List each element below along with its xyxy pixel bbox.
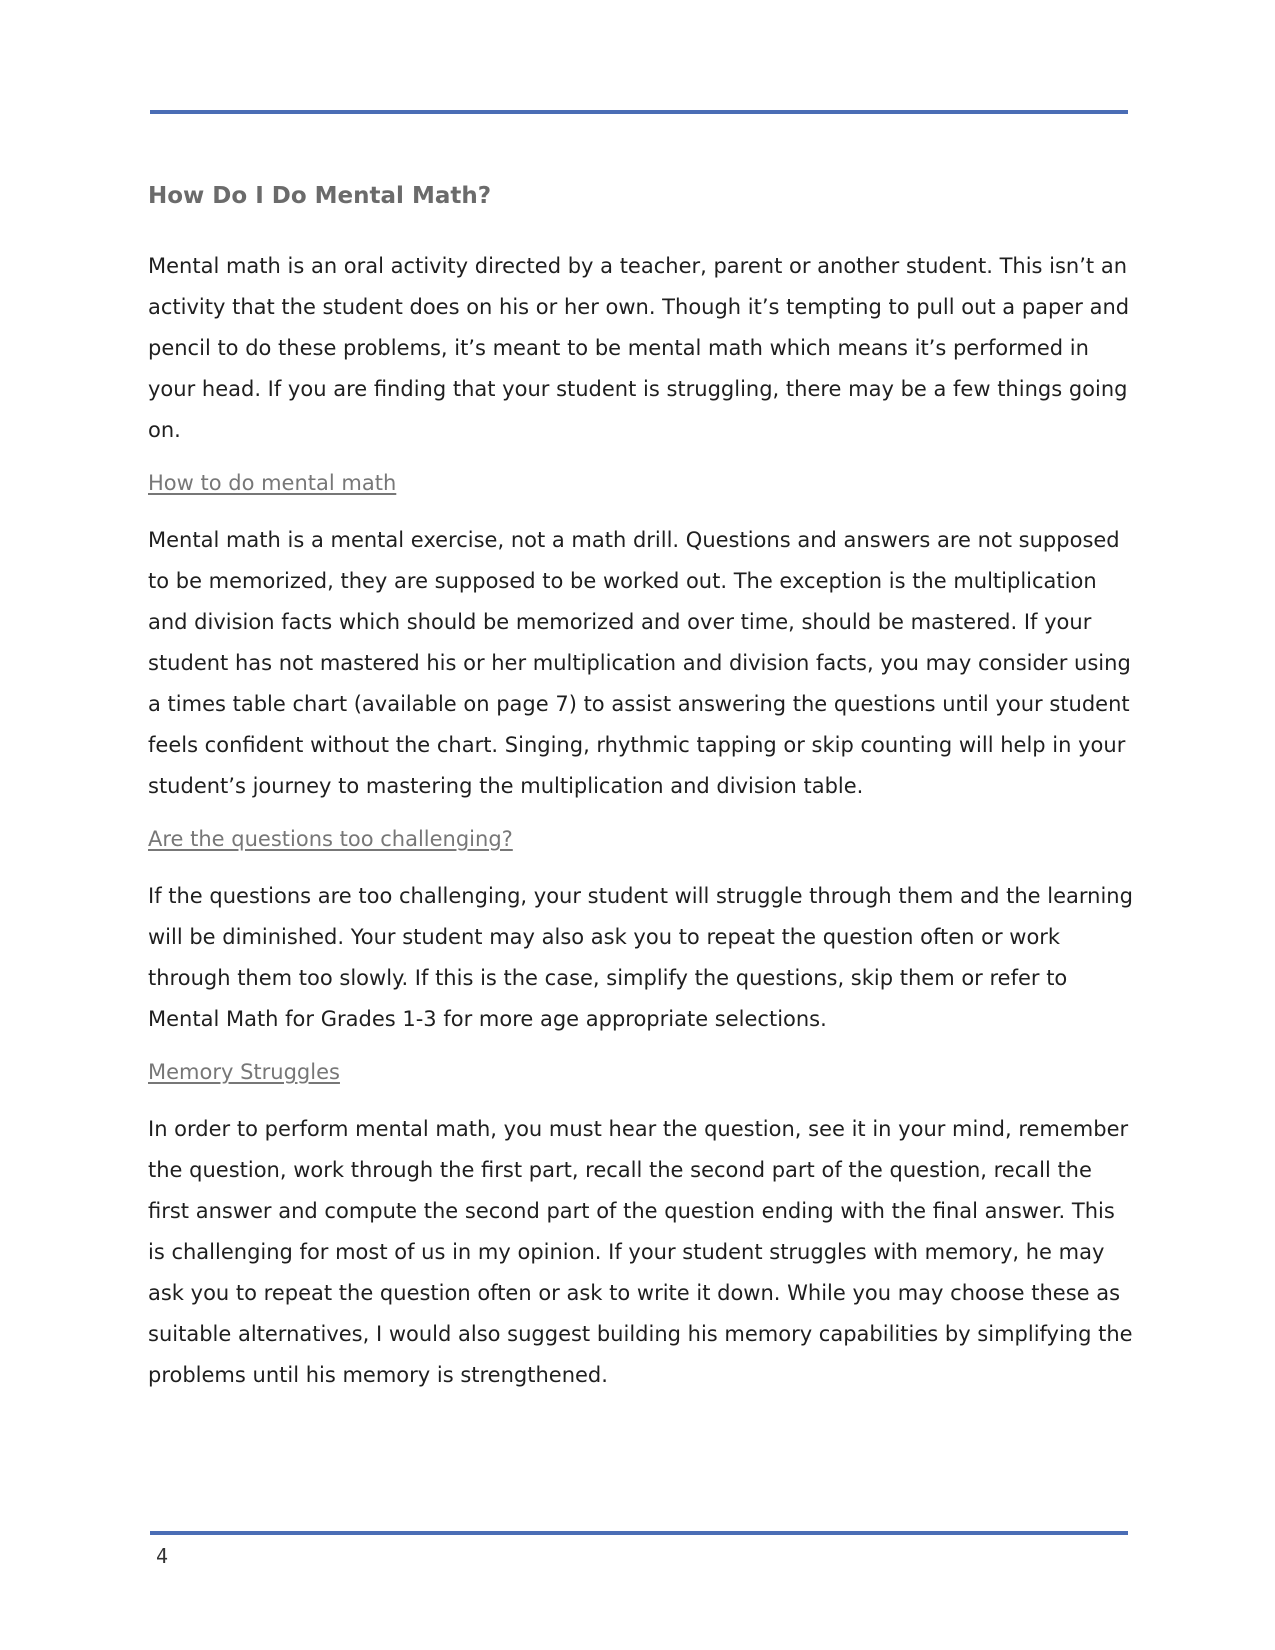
header-rule — [150, 110, 1128, 114]
section-body-how-to: Mental math is a mental exercise, not a math drill. Questions and answers are not supposed to be memorized, they are supposed to be worked out. The exception is the multiplication and division facts which should be memorized and over time, should be mastered. If your student has not mastered his or her multiplication and division facts, you may consider using a times table chart (available on page 7) to assist answering the questions until your student feels confident without the chart. Singing, rhythmic tapping or skip counting will help in your student’s journey to mastering the multiplication and division table. — [148, 528, 1131, 798]
footer-rule — [150, 1531, 1128, 1535]
intro-paragraph: Mental math is an oral activity directed by a teacher, parent or another student. This isn’t an activity that the student does on his or her own. Though it’s tempting to pull out a paper and pencil to do these problems, it’s meant to be mental math which means it’s performed in your head. If you are finding that your student is struggling, there may be a few things going on. — [148, 254, 1130, 442]
page-title: How Do I Do Mental Math? — [148, 183, 492, 209]
section-body-memory: In order to perform mental math, you must hear the question, see it in your mind, remember the question, work through the first part, recall the second part of the question, recall the first answer and compute the second part of the question ending with the final answer. This is challenging for most of us in my opinion. If your student struggles with memory, he may ask you to repeat the question often or ask to write it down. While you may choose these as suitable alternatives, I would also suggest building his memory capabilities by simplifying the problems until his memory is strengthened. — [148, 1117, 1133, 1387]
page-content — [148, 172, 1138, 1396]
section-heading-too-challenging: Are the questions too challenging? — [148, 827, 513, 851]
page-number: 4 — [156, 1544, 169, 1568]
section-heading-how-to: How to do mental math — [148, 471, 397, 495]
section-heading-memory: Memory Struggles — [148, 1060, 340, 1084]
section-body-too-challenging: If the questions are too challenging, your student will struggle through them and the learning will be diminished. Your student may also ask you to repeat the question often or work through them too slowly. If this is the case, simplify the questions, skip them or refer to Mental Math for Grades 1-3 for more age appropriate selections. — [148, 884, 1133, 1031]
